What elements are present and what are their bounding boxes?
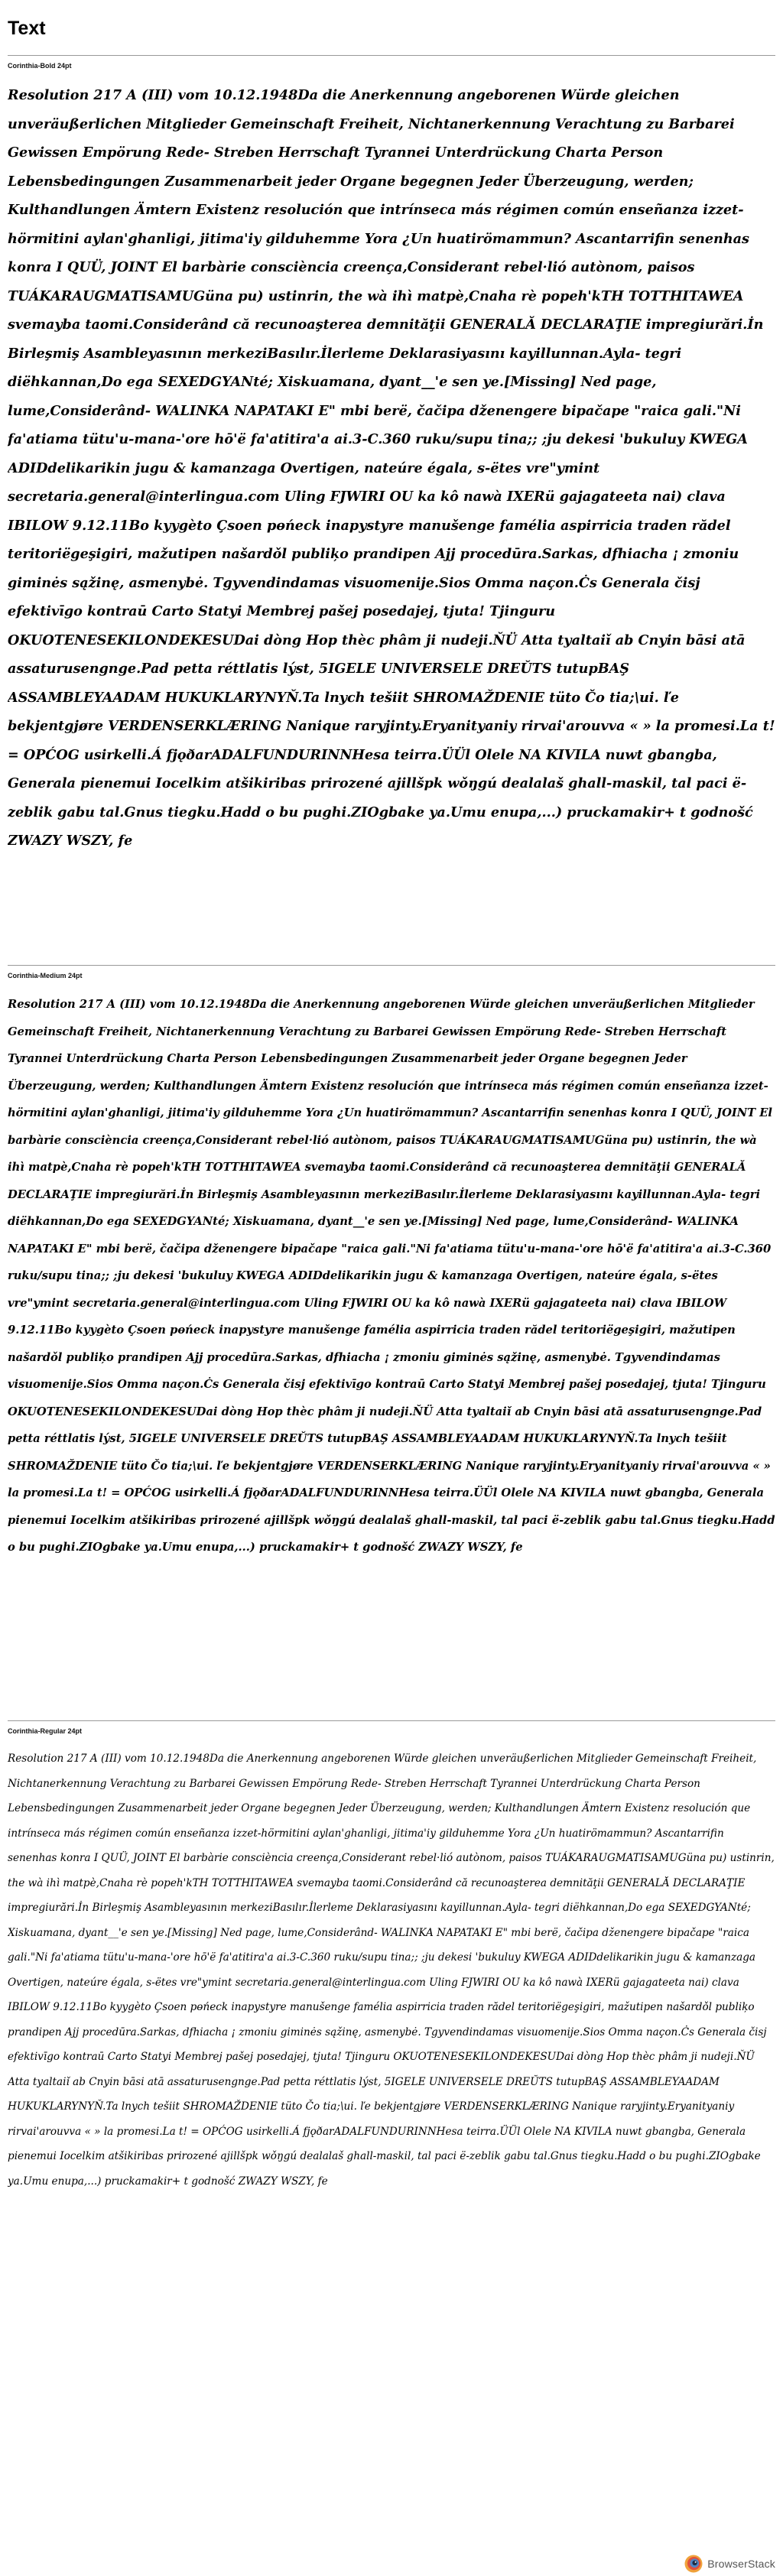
font-sample-text: Resolution 217 A (III) vom 10.12.1948Da die Anerkennung angeborenen Würde gleichen unveräußerlichen Mitglieder Gemeinschaft Freiheit, Nichtanerkennung Verachtung zu Barbarei Gewissen Empörung Rede- Streben Herrschaft Tyrannei Unterdrückung Charta Person Lebensbedingungen Zusammenarbeit jeder Organe begegnen Jeder Überzeugung, werden; Kulthandlungen Ämtern Existenz resolución que intrínseca más régimen común enseñanza izzet-hörmitini aylan'ghanligi, jitima'iy gilduhemme Yora ¿Un huatirömammun? Ascantarrifin senenhas konra I QUÜ, JOINT El barbàrie consciència creença,Considerant rebel·lió autònom, paisos TUÁKARAUGMATISAMUGüna pu) ustinrin, the wà ihì matpè,Cnaha rè popeh'kTH TOTTHITAWEA svemayba taomi.Considerând că recunoaşterea demnităţii GENERALĂ DECLARAŢIE impregiurări.İn Birleşmiş Asambleyasının merkeziBasılır.İlerleme Deklarasiyasını kayillunnan.Ayla- tegri diëhkannan,Do ega SEXEDGYANté; Xiskuamana, dyant__'e sen ye.[Missing] Ned page, lume,Considerând- WALINKA NAPATAKI E" mbi berë, čačipa dženengere bipačape "raica gali."Ni fa'atiama tütu'u-mana-'ore hō'ë fa'atitira'a ai.3-C.360 ruku/supu tina;; ;ju dekesi 'bukuluy KWEGA ADIDdelikarikin jugu & kamanzaga Overtigen, nateúre égala, s-ëtes vre"ymint secretaria.general@interlingua.com Uling FJWIRI OU ka kô nawà IXERü gajagateeta nai) clava IBILOW 9.12.11Bo kyygèto Çsoen pɵńeck inapystyre manušenge famélia aspirricia traden rădel teritoriëgeşigiri, mažutipen našardǒl publiķo prandipen Ajj procedūra.Sarkas, dfhiacha ¡ zmoniu giminės sąžinę, asmenybė. Tgyvendindamas visuomenije.Sios Omma naçon.Ċs Generala čisj efektivīgo kontraū Carto Statyi Membrej pašej posedajej, tjuta! Tjinguru OKUOTENESEKILONDEKESUDai dòng Hop thèc phâm ji nudeji.ŇÜ Atta tyaltaiǐ ab Cnyin bāsi atā assaturusengnge.Pad petta réttlatis lýst, 5IGELE UNIVERSELE DREŬTS tutupBAŞ ASSAMBLEYAADAM HUKUKLARYNYŇ.Ta lnych tešiit SHROMAŽDENIE tüto Čo tia;\ui. ľe bekjentgjøre VERDENSERKLÆRING Nanique raryjinty.Eryanityaniy rirvai'arouvva « » la promesi.La t! = OPĆOG usirkelli.Á fjǫðarADALFUNDURINNHesa teirra.ÜÜl Olele NA KIVILA nuwt gbangba, Generala pienemui Iocelkim atšikiribas prirozené ajillšpk wǒŋgú dealalaš ghall-maskil, tal paci ë-zeblik gabu tal.Gnus tiegku.Hadd o bu pughi.ZIOgbake ya.Umu enupa,...) pruckamakir+ t godnošć ZWAZY WSZY, fe xyxy=(8,87,775,849)
font-sample-label: Corinthia-Medium 24pt xyxy=(8,972,83,979)
browserstack-badge xyxy=(684,2555,775,2573)
page-title: Text xyxy=(8,18,46,39)
font-sample-section-bold xyxy=(8,55,775,956)
section-divider xyxy=(8,965,775,966)
font-sample-text: Resolution 217 A (III) vom 10.12.1948Da die Anerkennung angeborenen Würde gleichen unveräußerlichen Mitglieder Gemeinschaft Freiheit, Nichtanerkennung Verachtung zu Barbarei Gewissen Empörung Rede- Streben Herrschaft Tyrannei Unterdrückung Charta Person Lebensbedingungen Zusammenarbeit jeder Organe begegnen Jeder Überzeugung, werden; Kulthandlungen Ämtern Existenz resolución que intrínseca más régimen común enseñanza izzet-hörmitini aylan'ghanligi, jitima'iy gilduhemme Yora ¿Un huatirömammun? Ascantarrifin senenhas konra I QUÜ, JOINT El barbàrie consciència creença,Considerant rebel·lió autònom, paisos TUÁKARAUGMATISAMUGüna pu) ustinrin, the wà ihì matpè,Cnaha rè popeh'kTH TOTTHITAWEA svemayba taomi.Considerând că recunoaşterea demnităţii GENERALĂ DECLARAŢIE impregiurări.İn Birleşmiş Asambleyasının merkeziBasılır.İlerleme Deklarasiyasını kayillunnan.Ayla- tegri diëhkannan,Do ega SEXEDGYANté; Xiskuamana, dyant__'e sen ye.[Missing] Ned page, lume,Considerând- WALINKA NAPATAKI E" mbi berë, čačipa dženengere bipačape "raica gali."Ni fa'atiama tütu'u-mana-'ore hō'ë fa'atitira'a ai.3-C.360 ruku/supu tina;; ;ju dekesi 'bukuluy KWEGA ADIDdelikarikin jugu & kamanzaga Overtigen, nateúre égala, s-ëtes vre"ymint secretaria.general@interlingua.com Uling FJWIRI OU ka kô nawà IXERü gajagateeta nai) clava IBILOW 9.12.11Bo kyygèto Çsoen pɵńeck inapystyre manušenge famélia aspirricia traden rădel teritoriëgeşigiri, mažutipen našardǒl publiķo prandipen Ajj procedūra.Sarkas, dfhiacha ¡ zmoniu giminės sąžinę, asmenybė. Tgyvendindamas visuomenije.Sios Omma naçon.Ċs Generala čisj efektivīgo kontraū Carto Statyi Membrej pašej posedajej, tjuta! Tjinguru OKUOTENESEKILONDEKESUDai dòng Hop thèc phâm ji nudeji.ŇÜ Atta tyaltaiǐ ab Cnyin bāsi atā assaturusengnge.Pad petta réttlatis lýst, 5IGELE UNIVERSELE DREŬTS tutupBAŞ ASSAMBLEYAADAM HUKUKLARYNYŇ.Ta lnych tešiit SHROMAŽDENIE tüto Čo tia;\ui. ľe bekjentgjøre VERDENSERKLÆRING Nanique raryjinty.Eryanityaniy rirvai'arouvva « » la promesi.La t! = OPĆOG usirkelli.Á fjǫðarADALFUNDURINNHesa teirra.ÜÜl Olele NA KIVILA nuwt gbangba, Generala pienemui Iocelkim atšikiribas prirozené ajillšpk wǒŋgú dealalaš ghall-maskil, tal paci ë-zeblik gabu tal.Gnus tiegku.Hadd o bu pughi.ZIOgbake ya.Umu enupa,...) pruckamakir+ t godnošć ZWAZY WSZY, fe xyxy=(8,998,775,1554)
font-sample-section-medium xyxy=(8,965,775,1707)
browserstack-logo-icon xyxy=(684,2555,703,2573)
font-sample-text: Resolution 217 A (III) vom 10.12.1948Da die Anerkennung angeborenen Würde gleichen unveräußerlichen Mitglieder Gemeinschaft Freiheit, Nichtanerkennung Verachtung zu Barbarei Gewissen Empörung Rede- Streben Herrschaft Tyrannei Unterdrückung Charta Person Lebensbedingungen Zusammenarbeit jeder Organe begegnen Jeder Überzeugung, werden; Kulthandlungen Ämtern Existenz resolución que intrínseca más régimen común enseñanza izzet-hörmitini aylan'ghanligi, jitima'iy gilduhemme Yora ¿Un huatirömammun? Ascantarrifin senenhas konra I QUÜ, JOINT El barbàrie consciència creença,Considerant rebel·lió autònom, paisos TUÁKARAUGMATISAMUGüna pu) ustinrin, the wà ihì matpè,Cnaha rè popeh'kTH TOTTHITAWEA svemayba taomi.Considerând că recunoaşterea demnităţii GENERALĂ DECLARAŢIE impregiurări.İn Birleşmiş Asambleyasının merkeziBasılır.İlerleme Deklarasiyasını kayillunnan.Ayla- tegri diëhkannan,Do ega SEXEDGYANté; Xiskuamana, dyant__'e sen ye.[Missing] Ned page, lume,Considerând- WALINKA NAPATAKI E" mbi berë, čačipa dženengere bipačape "raica gali."Ni fa'atiama tütu'u-mana-'ore hō'ë fa'atitira'a ai.3-C.360 ruku/supu tina;; ;ju dekesi 'bukuluy KWEGA ADIDdelikarikin jugu & kamanzaga Overtigen, nateúre égala, s-ëtes vre"ymint secretaria.general@interlingua.com Uling FJWIRI OU ka kô nawà IXERü gajagateeta nai) clava IBILOW 9.12.11Bo kyygèto Çsoen pɵńeck inapystyre manušenge famélia aspirricia traden rădel teritoriëgeşigiri, mažutipen našardǒl publiķo prandipen Ajj procedūra.Sarkas, dfhiacha ¡ zmoniu giminės sąžinę, asmenybė. Tgyvendindamas visuomenije.Sios Omma naçon.Ċs Generala čisj efektivīgo kontraū Carto Statyi Membrej pašej posedajej, tjuta! Tjinguru OKUOTENESEKILONDEKESUDai dòng Hop thèc phâm ji nudeji.ŇÜ Atta tyaltaiǐ ab Cnyin bāsi atā assaturusengnge.Pad petta réttlatis lýst, 5IGELE UNIVERSELE DREŬTS tutupBAŞ ASSAMBLEYAADAM HUKUKLARYNYŇ.Ta lnych tešiit SHROMAŽDENIE tüto Čo tia;\ui. ľe bekjentgjøre VERDENSERKLÆRING Nanique raryjinty.Eryanityaniy rirvai'arouvva « » la promesi.La t! = OPĆOG usirkelli.Á fjǫðarADALFUNDURINNHesa teirra.ÜÜl Olele NA KIVILA nuwt gbangba, Generala pienemui Iocelkim atšikiribas prirozené ajillšpk wǒŋgú dealalaš ghall-maskil, tal paci ë-zeblik gabu tal.Gnus tiegku.Hadd o bu pughi.ZIOgbake ya.Umu enupa,...) pruckamakir+ t godnošć ZWAZY WSZY, fe xyxy=(8,1753,775,2188)
logo-highlight xyxy=(695,2561,697,2563)
brand-name: BrowserStack xyxy=(707,2558,775,2570)
logo-core xyxy=(693,2561,697,2565)
font-sample-label: Corinthia-Regular 24pt xyxy=(8,1727,83,1735)
section-divider xyxy=(8,55,775,56)
font-sample-label: Corinthia-Bold 24pt xyxy=(8,62,72,70)
font-sample-section-regular xyxy=(8,1720,775,2542)
section-divider xyxy=(8,1720,775,1721)
